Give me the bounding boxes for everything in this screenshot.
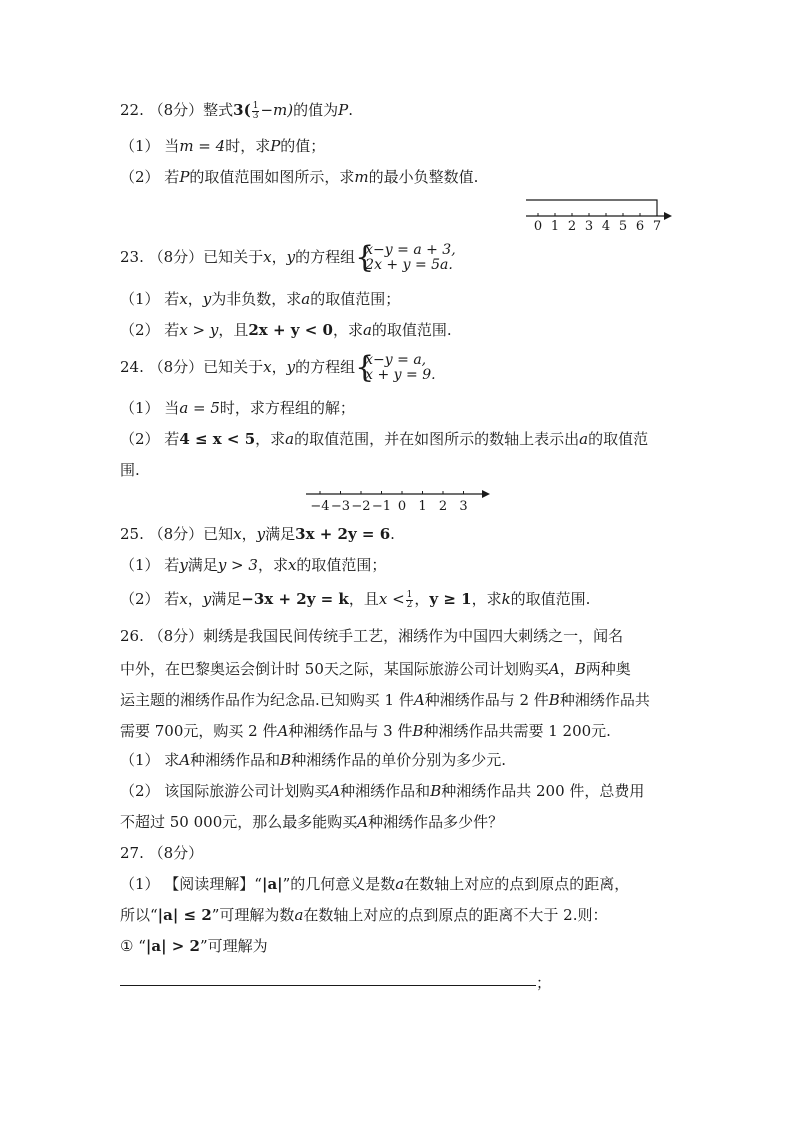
q25-period: . — [390, 525, 395, 543]
q23-p2-text: ，且 — [218, 321, 249, 339]
q26-part1 — [120, 750, 506, 770]
q25-text: 满足 — [265, 525, 296, 543]
q26-l3b: 种湘绣作品与 2 件 — [424, 691, 549, 709]
q25-part2 — [120, 589, 590, 610]
q26-line2 — [120, 659, 631, 679]
q24-eq1: x−y = a, — [365, 352, 427, 368]
q22-expr-post: −m) — [260, 101, 294, 119]
q22-head: 22. （8分）整式 — [120, 101, 234, 119]
q23-eq1: x−y = a + 3, — [365, 242, 456, 258]
q22-axis-tick-label: 2 — [567, 219, 577, 234]
q24-p2-text: ，求 — [255, 430, 286, 448]
q24-vx: x — [263, 358, 272, 376]
q24-part2 — [120, 429, 648, 449]
q27-p2-va: a — [294, 906, 304, 924]
q23-p1-comma: ， — [187, 290, 203, 308]
q25-fraction — [406, 591, 414, 610]
q24-eq2: x + y = 9. — [365, 367, 436, 383]
q26-p1-A: A — [179, 751, 191, 769]
q22-number-line — [520, 194, 680, 234]
q22-tail: 的值为 — [293, 101, 339, 119]
q27-part1 — [120, 874, 629, 894]
q26-l1: 26. （8分）刺绣是我国民间传统手工艺，湘绣作为中国四大刺绣之一，闻名 — [120, 627, 624, 645]
q26-line3 — [120, 690, 650, 710]
q22-var-p: P — [338, 101, 349, 119]
q27-head: 27. （8分） — [120, 844, 204, 862]
q26-p2-B: B — [430, 782, 442, 800]
q23-p2-e1: x > y — [179, 321, 219, 339]
q27-p3-expr: |a| > 2 — [145, 937, 200, 955]
answer-blank-line[interactable] — [120, 985, 536, 986]
q25-p2-vx: x — [179, 590, 188, 608]
q24-part2-cont — [120, 460, 140, 480]
q24-p2-cont: 围. — [120, 461, 140, 479]
q26-p1a: （1） 求 — [120, 751, 180, 769]
q24-p1-tail: 时，求方程组的解； — [219, 399, 355, 417]
brace-icon: { — [355, 240, 375, 275]
q26-line4 — [120, 721, 611, 741]
q24-vy: y — [286, 358, 296, 376]
q26-l4b: 种湘绣作品与 3 件 — [288, 722, 413, 740]
q23-head: 23. （8分）已知关于 — [120, 248, 264, 266]
q25-vy: y — [256, 525, 266, 543]
q26-p1-B: B — [280, 751, 292, 769]
q27-p1c: 在数轴上对应的点到原点的距离， — [404, 875, 630, 893]
q23-vy: y — [286, 248, 296, 266]
q24-comma: ， — [271, 358, 287, 376]
q24-p2-expr: 4 ≤ x < 5 — [179, 430, 256, 448]
q26-p3a: 不超过 50 000元，那么最多能购买 — [120, 813, 358, 831]
q25-p1-tail: 的取值范围； — [296, 556, 387, 574]
q27-item1 — [120, 936, 268, 956]
q25-p1-text2: ，求 — [257, 556, 288, 574]
q22-axis-tick-label: 1 — [550, 219, 560, 234]
q27-p1-va: a — [395, 875, 405, 893]
q26-l4-B: B — [412, 722, 424, 740]
q27-stem — [120, 843, 203, 863]
q25-p2-vk: k — [501, 590, 511, 608]
q22-axis-tick-label: 4 — [601, 219, 611, 234]
q22-axis-tick-label: 3 — [584, 219, 594, 234]
q26-p2c: 种湘绣作品共 200 件，总费用 — [441, 782, 645, 800]
q26-p2b: 种湘绣作品和 — [340, 782, 431, 800]
q22-p1-text: 时，求 — [225, 137, 271, 155]
q25-p2-label: （2） 若 — [120, 590, 180, 608]
q27-p3b: ”可理解为 — [199, 937, 268, 955]
q25-p2-vy: y — [202, 590, 212, 608]
q24-equation-system — [355, 350, 436, 385]
q22-expr-pre: 3( — [233, 101, 251, 119]
q24-tail: 的方程组 — [295, 358, 356, 376]
q26-l2a: 中外，在巴黎奥运会倒计时 50天之际，某国际旅游公司计划购买 — [120, 660, 549, 678]
q24-p2-text2: 的取值范围，并在如图所示的数轴上表示出 — [294, 430, 580, 448]
q25-expr: 3x + 2y = 6 — [295, 525, 391, 543]
q25-p1-expr: y > 3 — [217, 556, 258, 574]
q22-axis-tick-label: 0 — [533, 219, 543, 234]
q26-l4c: 种湘绣作品共需要 1 200元. — [423, 722, 611, 740]
q26-p1b: 种湘绣作品和 — [190, 751, 281, 769]
q26-p1c: 种湘绣作品的单价分别为多少元. — [291, 751, 506, 769]
q22-axis-tick-label: 7 — [652, 219, 662, 234]
q24-p1-label: （1） 当 — [120, 399, 180, 417]
q26-l3-A: A — [413, 691, 425, 709]
q23-vx: x — [263, 248, 272, 266]
q26-l3a: 运主题的湘绣作品作为纪念品.已知购买 1 件 — [120, 691, 414, 709]
q25-p1-vy: y — [179, 556, 188, 574]
q25-p1-label: （1） 若 — [120, 556, 180, 574]
q22-p1-var: P — [270, 137, 281, 155]
q22-part2 — [120, 167, 478, 187]
q26-l2-A: A — [548, 660, 560, 678]
q26-p3-A: A — [357, 813, 369, 831]
q24-part1 — [120, 398, 355, 418]
q22-p1-label: （1） 当 — [120, 137, 180, 155]
q22-p2-label: （2） 若 — [120, 168, 180, 186]
q26-part2-cont — [120, 812, 503, 832]
q23-p2-va: a — [362, 321, 372, 339]
q23-p1-vy: y — [202, 290, 212, 308]
q27-p3a: ① “ — [120, 937, 146, 955]
q23-p1-va: a — [301, 290, 311, 308]
q25-p1-vx: x — [287, 556, 297, 574]
q22-p2-var: P — [179, 168, 190, 186]
q23-p1-label: （1） 若 — [120, 290, 180, 308]
q25-frac-den: 2 — [406, 599, 413, 610]
q25-p2-comma: ， — [187, 590, 203, 608]
q24-p2-va2: a — [579, 430, 589, 448]
q25-comma: ， — [241, 525, 257, 543]
q22-period: . — [348, 101, 353, 119]
q23-equation-system — [355, 240, 456, 275]
q23-p2-label: （2） 若 — [120, 321, 180, 339]
q26-l3c: 种湘绣作品共 — [559, 691, 650, 709]
q27-line2 — [120, 905, 607, 925]
q27-p2a: 所以“ — [120, 906, 158, 924]
q24-number-line — [300, 484, 500, 518]
q23-p1-text: 为非负数，求 — [211, 290, 302, 308]
q22-fraction — [252, 102, 260, 121]
q25-part1 — [120, 555, 386, 575]
q27-p1b: ”的几何意义是数 — [282, 875, 396, 893]
q24-axis-tick-label: −1 — [371, 499, 392, 514]
q27-p2-expr: |a| ≤ 2 — [157, 906, 212, 924]
q25-p2-comma2: ， — [414, 590, 430, 608]
q22-axis-tick-label: 6 — [635, 219, 645, 234]
q22-p2-tail: 的最小负整数值. — [368, 168, 479, 186]
q22-axis-tick-label: 5 — [618, 219, 628, 234]
q27-p2c: 在数轴上对应的点到原点的距离不大于 2.则： — [303, 906, 608, 924]
q23-eq2: 2x + y = 5a. — [365, 257, 453, 273]
q22-stem — [120, 100, 353, 121]
q25-p2-tail: 的取值范围. — [510, 590, 591, 608]
q22-frac-num: 1 — [252, 100, 259, 111]
q26-l4a: 需要 700元，购买 2 件 — [120, 722, 278, 740]
q25-vx: x — [233, 525, 242, 543]
q24-head: 24. （8分）已知关于 — [120, 358, 264, 376]
q26-l2-B: B — [574, 660, 586, 678]
q25-stem — [120, 524, 395, 544]
q24-p1-expr: a = 5 — [179, 399, 220, 417]
q26-p2-A: A — [329, 782, 341, 800]
q24-axis-tick-label: −3 — [330, 499, 351, 514]
q26-part2 — [120, 781, 644, 801]
q26-p3b: 种湘绣作品多少件？ — [368, 813, 504, 831]
q25-p1-text: 满足 — [187, 556, 218, 574]
q26-line1 — [120, 626, 623, 646]
answer-semicolon: ； — [536, 974, 552, 992]
q26-l2b: ， — [559, 660, 575, 678]
q24-p2-va: a — [285, 430, 295, 448]
q23-p2-tail: 的取值范围. — [371, 321, 452, 339]
q23-p1-tail: 的取值范围； — [310, 290, 401, 308]
q23-p2-text2: ，求 — [332, 321, 363, 339]
q23-part1 — [120, 289, 400, 309]
q24-axis-tick-label: −2 — [351, 499, 371, 514]
q24-axis-tick-label: 1 — [418, 499, 427, 514]
q26-l2c: 两种奥 — [585, 660, 631, 678]
q25-head: 25. （8分）已知 — [120, 525, 234, 543]
q26-l4-A: A — [277, 722, 289, 740]
q25-p2-text3: ，求 — [471, 590, 502, 608]
q25-p2-expr3: y ≥ 1 — [429, 590, 472, 608]
q27-p2b: ”可理解为数 — [211, 906, 295, 924]
q22-p1-tail: 的值； — [280, 137, 326, 155]
q26-p2a: （2） 该国际旅游公司计划购买 — [120, 782, 330, 800]
q23-part2 — [120, 320, 452, 340]
q23-comma: ， — [271, 248, 287, 266]
brace-icon: { — [355, 350, 375, 385]
q25-p2-expr: −3x + 2y = k — [241, 590, 349, 608]
q24-axis-tick-label: 2 — [438, 499, 448, 514]
q23-p2-e2: 2x + y < 0 — [248, 321, 333, 339]
q24-axis-tick-label: 0 — [397, 499, 407, 514]
q25-p2-text2: ，且 — [348, 590, 379, 608]
q22-p1-expr: m = 4 — [179, 137, 226, 155]
q26-l3-B: B — [548, 691, 560, 709]
q22-p2-var2: m — [354, 168, 369, 186]
q27-p1a: （1） 【阅读理解】“ — [120, 875, 262, 893]
q22-p2-text: 的取值范围如图所示，求 — [189, 168, 355, 186]
q23-tail: 的方程组 — [295, 248, 356, 266]
q23-stem — [120, 242, 456, 273]
q27-p1-expr: |a| — [261, 875, 283, 893]
q22-part1 — [120, 136, 325, 156]
q25-p2-text: 满足 — [211, 590, 242, 608]
q24-axis-tick-label: 3 — [459, 499, 468, 514]
q24-stem — [120, 352, 436, 383]
q24-axis-tick-label: −4 — [310, 499, 330, 514]
q25-frac-num: 1 — [406, 589, 413, 600]
q24-p2-tail: 的取值范 — [588, 430, 649, 448]
q23-p1-vx: x — [179, 290, 188, 308]
q22-frac-den: 3 — [252, 110, 259, 121]
q24-p2-label: （2） 若 — [120, 430, 180, 448]
q25-p2-expr2: x < — [378, 590, 405, 608]
